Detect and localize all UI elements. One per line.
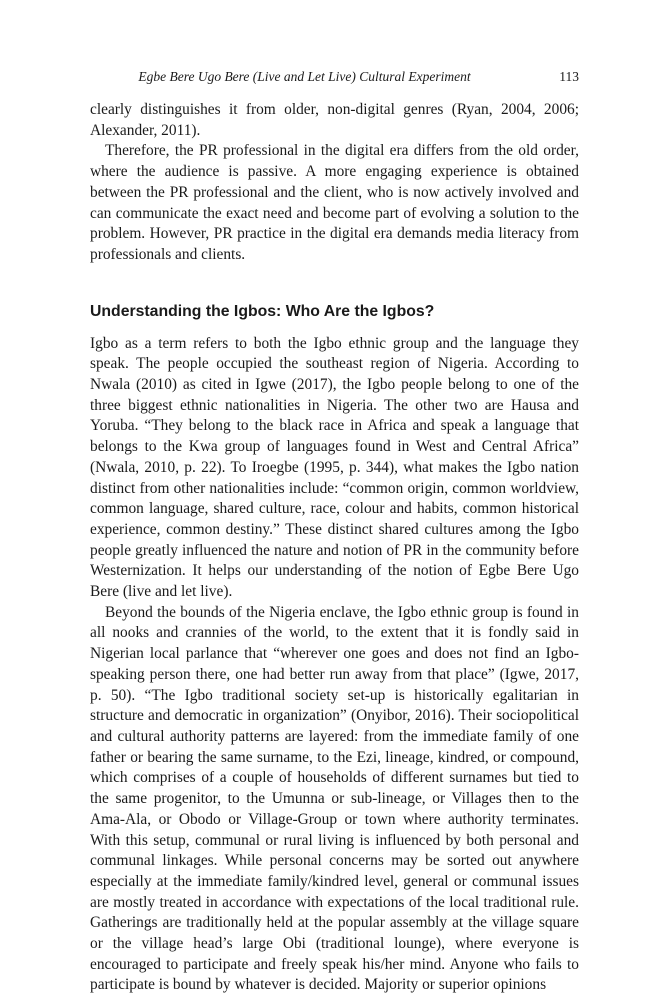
page-body: [90, 100, 579, 996]
running-head-title: Egbe Bere Ugo Bere (Live and Let Live) Cultural Experiment: [138, 69, 471, 84]
paragraph-igbo-definition: Igbo as a term refers to both the Igbo ethnic group and the language they speak. The people occupied the southeast region of Nigeria. According to Nwala (2010) as cited in Igwe (2017), the Igbo people belong to one of the three biggest ethnic nationalities in Nigeria. The other two are Hausa and Yoruba. “They belong to the black race in Africa and speak a language that belongs to the Kwa group of languages found in West and Central Africa” (Nwala, 2010, p. 22). To Iroegbe (1995, p. 344), what makes the Igbo nation distinct from other nationalities include: “common origin, common worldview, common language, shared culture, race, colour and habits, common historical experience, common destiny.” These distinct shared cultures among the Igbo people greatly influenced the nature and notion of PR in the community before Westernization. It helps our understanding of the notion of Egbe Bere Ugo Bere (live and let live).: [90, 334, 579, 601]
page-number: 113: [559, 69, 579, 84]
paragraph-igbo-beyond-nigeria: Beyond the bounds of the Nigeria enclave, the Igbo ethnic group is found in all nooks and crannies of the world, to the extent that it is fondly said in Nigerian local parlance that “wherever one goes and does not find an Igbo-speaking person there, one had better run away from that place” (Igwe, 2017, p. 50). “The Igbo traditional society set-up is historically egalitarian in structure and democratic in organization” (Onyibor, 2016). Their sociopolitical and cultural authority patterns are layered: from the immediate family of one father or bearing the same surname, to the Ezi, lineage, kindred, or compound, which comprises of a couple of households of different surnames but tied to the same progenitor, to the Umunna or sub-lineage, or Villages then to the Ama-Ala, or Obodo or Village-Group or town where authority terminates. With this setup, communal or rural living is influenced by both personal and communal linkages. While personal concerns may be sorted out anywhere especially at the immediate family/kindred level, general or communal issues are mostly treated in accordance with expectations of the local traditional rule. Gatherings are traditionally held at the popular assembly at the village square or the village head’s large Obi (traditional lounge), where everyone is encouraged to participate and freely speak his/her mind. Anyone who fails to participate is bound by whatever is decided. Majority or superior opinions: [90, 603, 579, 994]
running-head: [90, 66, 579, 88]
section-heading: Understanding the Igbos: Who Are the Igbos?: [90, 302, 435, 320]
paragraph-pr-digital-era: Therefore, the PR professional in the digital era differs from the old order, where the audience is passive. A more engaging experience is obtained between the PR professional and the client, who is now actively involved and can communicate the exact need and become part of evolving a solution to the problem. However, PR practice in the digital era demands media literacy from professionals and clients.: [90, 142, 579, 263]
paragraph-continuation: clearly distinguishes it from older, non-digital genres (Ryan, 2004, 2006; Alexander, 2011).: [90, 101, 579, 139]
